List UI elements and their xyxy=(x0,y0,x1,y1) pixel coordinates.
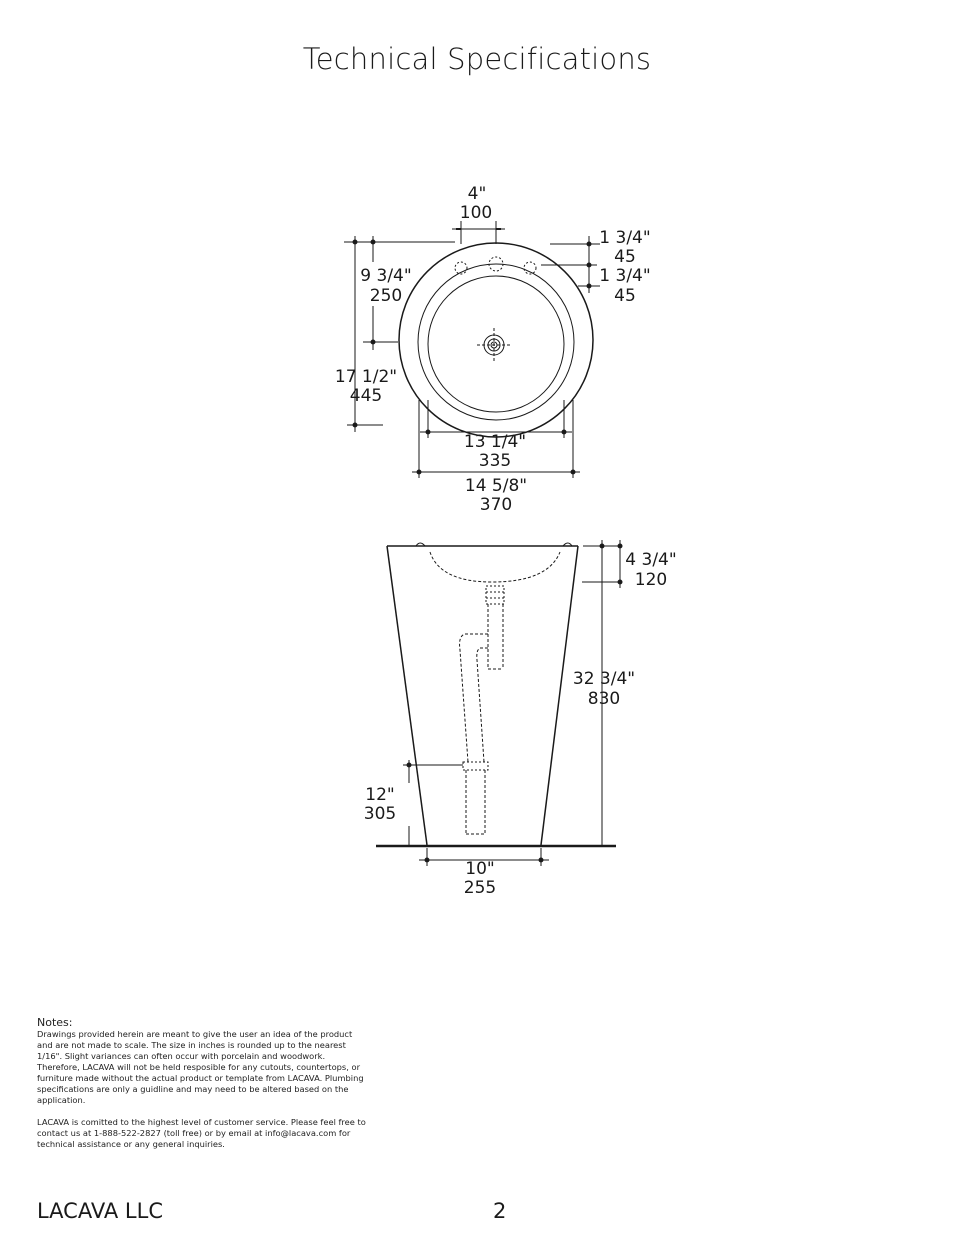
dim-overall-height-in: 32 3/4" xyxy=(572,669,636,689)
dim-rim-to-drain-in: 9 3/4" xyxy=(360,266,412,286)
dim-drain-height-mm: 305 xyxy=(363,804,397,824)
dim-overall-height-mm: 830 xyxy=(587,689,621,709)
dim-faucet-spread-mm: 100 xyxy=(459,203,493,223)
dim-bowl-depth-mm: 120 xyxy=(634,570,668,590)
dim-base-width-mm: 255 xyxy=(463,878,497,898)
dim-overall-depth-in: 17 1/2" xyxy=(334,367,398,387)
dim-bowl-width-in: 13 1/4" xyxy=(463,432,527,452)
dim-overall-depth-mm: 445 xyxy=(349,386,383,406)
notes-heading: Notes: xyxy=(37,1016,73,1029)
basin-bowl-inner xyxy=(428,276,564,412)
page-title: Technical Specifications xyxy=(302,42,652,76)
page-number: 2 xyxy=(493,1199,507,1223)
side-view-drawing xyxy=(376,540,622,866)
dim-overall-width-in: 14 5/8" xyxy=(464,476,528,496)
dim-rim-to-faucet-mm: 45 xyxy=(614,247,636,267)
dim-bowl-depth-in: 4 3/4" xyxy=(625,550,677,570)
notes-contact: LACAVA is comitted to the highest level of customer service. Please feel free to contact us at 1-888-522-2827 (toll free) or by email at info@lacava.com for technical assistance or any general inquiries. xyxy=(37,1117,366,1149)
dim-drain-height-in: 12" xyxy=(365,785,395,805)
dim-base-width-in: 10" xyxy=(465,859,495,879)
footer-company-name: LACAVA LLC xyxy=(37,1199,163,1223)
notes-disclaimer: Drawings provided herein are meant to give the user an idea of the product and are not made to scale. The size in inches is rounded up to the nearest 1/16". Slight variances can often occur with porcelain and woodwork. Therefore, LACAVA will not be held resposible for any cutouts, countertops, or furniture made without the actual product or template from LACAVA. Plumbing specifications are only a guidline and may need to be altered based on the application. xyxy=(37,1029,364,1105)
dim-faucet-spread-in: 4" xyxy=(467,184,487,204)
dim-bowl-width-mm: 335 xyxy=(478,451,512,471)
dim-faucet-to-bowl-mm: 45 xyxy=(614,286,636,306)
dim-overall-width-mm: 370 xyxy=(479,495,513,515)
dim-rim-to-faucet-in: 1 3/4" xyxy=(599,228,651,248)
basin-bowl-outer xyxy=(418,264,574,420)
notes-section xyxy=(37,1017,367,1161)
dim-rim-to-drain-mm: 250 xyxy=(369,286,403,306)
dim-faucet-to-bowl-in: 1 3/4" xyxy=(599,266,651,286)
